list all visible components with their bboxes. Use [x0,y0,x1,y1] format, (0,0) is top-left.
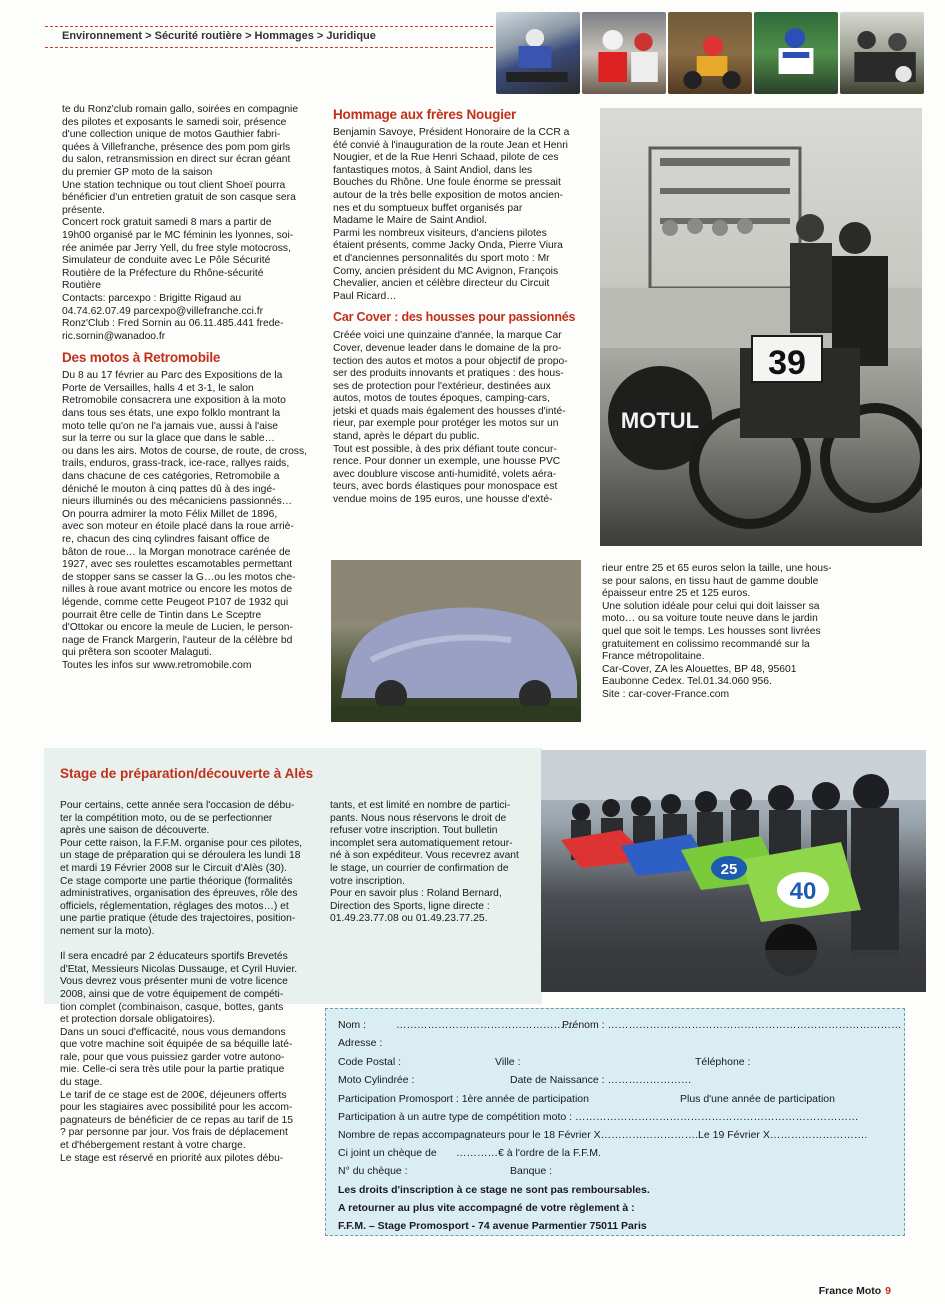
text-line: de stopper sans se casser la G…ou les motos che- [62,571,296,583]
text-line: avec doublure viscose anti-humidité, volets aéra- [333,468,557,480]
text-line: déniché le mouton à cinq pattes dû à des ingé- [62,483,276,495]
stage-left-column [60,800,307,1165]
text-line: ? par personne par jour. Vos frais de déplacement [60,1127,288,1139]
form-banque-row [338,1165,553,1178]
text-line: moto telle qu'on ne l'a jamais vue, aussi à l'aise [62,420,278,432]
cylindree-field[interactable]: Moto Cylindrée : [338,1074,415,1086]
text-line: tion complet (combinaison, casque, bottes, gants [60,1001,284,1013]
text-line: et mardi 19 Février 2008 sur le Circuit d'Alès (30). [60,862,287,874]
text-line: Pour en savoir plus : Roland Bernard, [330,888,502,900]
text-line: pourrait être celle de Tintin dans Le Sceptre [62,609,262,621]
stage-heading: Stage de préparation/découverte à Alès [60,766,314,781]
text-line: né à son expéditeur. Vous recevrez avant [330,850,519,862]
text-line: Parmi les nombreux visiteurs, d'anciens pilotes [333,227,547,239]
retourner-note: A retourner au plus vite accompagné de votre règlement à : [338,1202,635,1214]
breadcrumb-rule-top [45,26,493,27]
text-line: administratives, organisation des épreuves, rôle des [60,888,298,900]
text-line: Ronz'Club : Fred Sornin au 06.11.485.441 frede- [62,318,284,330]
header-photo-strip [496,12,924,94]
text-line: ses de protection pour l'extérieur, destinées aux [333,380,551,392]
text-line: 04.74.62.07.49 parcexpo@villefranche.cci.fr [62,305,264,317]
text-line: 01.49.23.77.08 ou 01.49.23.77.25. [330,913,488,925]
text-line: du stage. [60,1077,103,1089]
header-photo-5 [840,12,924,94]
text-line: pants. Nous nous réservons le droit de [330,812,507,824]
text-line: Toutes les infos sur www.retromobile.com [62,659,252,671]
text-line: Une station technique ou tout client Shoeï pourra [62,179,286,191]
text-line: Le stage est réservé en priorité aux pilotes débu- [60,1152,284,1164]
header-photo-4 [754,12,838,94]
text-line: ter la compétition moto, ou de se perfectionner [60,812,273,824]
header-photo-1 [496,12,580,94]
text-line: ser des produits innovants et pratiques : des hous- [333,368,564,380]
cheque-label: Ci joint un chèque de [338,1147,437,1159]
text-line: bâton de roue… la Morgan monotrace carénée de [62,546,291,558]
breadcrumb-rule-bottom [45,47,493,48]
text-line: légende, comme cette Peugeot P107 de 1932 qui [62,596,289,608]
text-line: nilles à roue avant motrice ou encore les motos de [62,584,293,596]
text-line: Pour certains, cette année sera l'occasion de débu- [60,800,295,811]
text-line: incomplet sera automatiquement retour- [330,837,513,849]
text-line: Ce stage comporte une partie théorique (formalités [60,875,293,887]
registration-form [325,1008,905,1236]
carcover-text [333,330,579,506]
form-ville-row [338,1056,898,1069]
text-line: autour de la très belle exposition de motos ancien- [333,189,564,201]
stage-left-text [60,800,307,1165]
adresse-field[interactable]: Adresse : [338,1037,383,1049]
text-line: Routière [62,280,101,292]
autre-competition-field[interactable]: Participation à un autre type de compétition moto : ……………………………………………………………………… [338,1111,859,1123]
form-nom-row [338,1019,902,1032]
text-line: refuser votre inscription. Tout bulletin [330,825,498,837]
column-1 [62,104,308,673]
carcover-heading: Car Cover : des housses pour passionnés [333,310,576,325]
non-remboursable-note: Les droits d'inscription à ce stage ne sont pas remboursables. [338,1184,650,1196]
participation-option-more[interactable]: Plus d'une année de participation [680,1093,835,1105]
text-line: Cover, devenue leader dans le domaine de la pro- [333,342,562,354]
text-line: nieurs illuminés ou des mécaniciens passionnés… [62,496,293,508]
text-line: tants, et est limité en nombre de partici- [330,800,511,811]
nougier-heading: Hommage aux frères Nougier [333,107,517,122]
text-line: nes et du somptueux buffet organisés par [333,202,523,214]
grid-number-1: 25 [720,861,738,878]
text-line: Du 8 au 17 février au Parc des Expositions de la [62,370,283,382]
text-line: nage de Franck Margerin, l'auteur de la célèbre bd [62,634,293,646]
text-line: Benjamin Savoye, Président Honoraire de la CCR a [333,127,570,138]
starting-grid-photo [541,750,926,992]
column-2 [333,104,579,507]
text-line: Chevalier, ancien et célèbre directeur du Circuit [333,278,550,290]
text-line: dans tous ses états, une expo folklo montrant la [62,408,281,420]
banque-field[interactable]: Banque : [510,1165,553,1177]
naissance-field[interactable]: Date de Naissance : …………………… [510,1074,692,1086]
text-line: épaisseur entre 25 et 125 euros. [602,588,751,600]
text-line: France métropolitaine. [602,651,705,663]
text-line: 19h00 organisé par le MC féminin les lyonnes, soi- [62,229,294,241]
text-line: tection des autos et motos a pour objectif de propo- [333,355,568,367]
text-line: 2008, ainsi que de votre équipement de compéti- [60,988,284,1000]
stage-right-text [330,800,530,926]
text-line: Créée voici une quinzaine d'année, la marque Car [333,330,562,342]
text-line: d'Ottokar ou encore la meule de Lucien, le person- [62,622,293,634]
text-line: Il sera encadré par 2 éducateurs sportifs Brevetés [60,951,288,963]
text-line: moto… ou sa voiture toute neuve dans le jardin [602,613,818,625]
code-postal-field[interactable]: Code Postal : [338,1056,402,1068]
retromobile-text [62,370,308,672]
text-line: qui prêtera son scooter Malaguti. [62,647,212,659]
text-line: Porte de Versailles, halls 4 et 3-1, le salon [62,382,254,394]
text-line: du premier GP moto de la saison [62,166,213,178]
form-cylindree-row [338,1074,692,1087]
text-line: vendue moins de 195 euros, une housse d'exté- [333,494,553,506]
text-line: gratuitement en colissimo recommandé sur la [602,638,810,650]
text-line: nement sur la moto). [60,925,155,937]
text-line: rée animée par Jerry Yell, du free style motocross, [62,242,291,254]
text-line: Concert rock gratuit samedi 8 mars a partir de [62,217,272,229]
page-footer [819,1285,891,1298]
text-line: Vous devrez vous présenter muni de votre licence [60,976,288,988]
text-line: et d'anciennes personnalités du sport moto : Mr [333,252,550,264]
text-line: un stage de préparation qui se déroulera les lundi 18 [60,850,301,862]
text-line: après une saison de découverte. [60,825,210,837]
text-line: Site : car-cover-France.com [602,688,730,700]
telephone-field[interactable]: Téléphone : [695,1056,751,1068]
text-line: On pourra admirer la moto Félix Millet de 1896, [62,508,278,520]
page-number: 9 [885,1285,891,1297]
text-line: présente. [62,204,105,216]
text-line: Une solution idéale pour celui qui doit laisser sa [602,600,820,612]
breadcrumb: Environnement > Sécurité routière > Hommages > Juridique [62,30,376,42]
ville-field[interactable]: Ville : [495,1056,521,1068]
text-line: été convié à l'inauguration de la route Jean et Henri [333,139,568,151]
text-line: Simulateur de conduite avec Le Pôle Sécurité [62,255,271,267]
text-line: fantastiques motos, à Saint Andiol, dans les [333,164,533,176]
text-line: Retromobile consacrera une exposition à la moto [62,395,286,407]
text-line: rieur entre 25 et 65 euros selon la taille, une hous- [602,563,832,574]
text-line: Bouches du Rhône. Une foule énorme se pressait [333,177,561,189]
text-line: te du Ronz'club romain gallo, soirées en compagnie [62,104,299,115]
text-line: Car-Cover, ZA les Alouettes, BP 48, 95601 [602,663,797,675]
text-line: jetski et quads mais également des housses d'inté- [333,405,566,417]
text-line: votre inscription. [330,875,405,887]
text-line: Pour cette raison, la F.F.M. organise pour ces pilotes, [60,837,303,849]
text-line: dans chacune de ces catégories, Retromobile a [62,471,280,483]
text-line: ou dans les airs. Motos de course, de route, de cross, [62,445,307,457]
nougier-text [333,127,579,303]
text-line: trails, enduros, grass-track, ice-race, rallyes raids, [62,458,290,470]
text-line: pagnateurs de bénéficier de ce repas au tarif de 15 [60,1114,293,1126]
motul-sign: MOTUL [620,408,700,433]
text-line: d'une collection unique de motos Gauthier fabri- [62,129,281,141]
text-line: une partie pratique (étude des trajectoires, position- [60,913,296,925]
text-line: avec son moteur en étoile placé dans la roue arriè- [62,521,294,533]
text-line: quel que soit le temps. Les housses sont livrées [602,625,821,637]
text-line: d'Etat, Messieurs Nicolas Dussauge, et Cyril Huvier. [60,963,298,975]
car-cover-photo [331,560,581,722]
nom-field[interactable]: …………………………………………… [396,1019,575,1031]
text-line: officiels, réglementation, réglages des motos…) et [60,900,289,912]
text-line: des pilotes et exposants le samedi soir, présence [62,116,287,128]
repas-field[interactable]: Nombre de repas accompagnateurs pour le 18 Février X……………………….Le 19 Février X………………………. [338,1129,868,1141]
text-line: ric.sornin@wanadoo.fr [62,330,166,342]
text-line: Dans un souci d'efficacité, nous vous demandons [60,1026,286,1038]
header-photo-2 [582,12,666,94]
text-line: Contacts: parcexpo : Brigitte Rigaud au [62,292,242,304]
magazine-name: France Moto [818,1285,882,1297]
text-line: stand, après le départ du public. [333,431,480,443]
text-line: re, chacun des cinq cylindres faisant office de [62,534,270,545]
nom-label: Nom : [338,1019,367,1031]
text-line: et d'hébergement restant à votre charge. [60,1140,246,1152]
text-line: teurs, avec bords élastiques pour monospace est [333,481,558,493]
bike-number: 39 [768,344,806,382]
retromobile-heading: Des motos à Retromobile [62,350,221,366]
text-line: et protection dorsale obligatoires). [60,1014,216,1026]
text-line: le stage, un courrier de confirmation de [330,862,509,874]
nougier-photo [600,108,922,546]
text-line: quées à Villefranche, présence des pom pom girls [62,141,291,153]
text-line: sur la terre ou sur la glace que dans le sable… [62,433,275,445]
participation-option-first[interactable]: Participation Promosport : 1ère année de participation [338,1093,589,1105]
text-line: se pour salons, en tissu haut de gamme double [602,575,819,587]
text-line: étaient présents, comme Jacky Onda, Pierre Viura [333,240,563,252]
text-line: Eaubonne Cedex. Tel.01.34.060 956. [602,676,772,688]
carcover-continued-text [602,563,846,702]
text-line: Direction des Sports, ligne directe : [330,900,490,912]
text-line: Madame le Maire de Saint Andiol. [333,215,487,227]
text-line: mie. Celle-ci sera très utile pour la partie pratique [60,1064,285,1076]
text-line: que votre machine soit équipée de sa béquille laté- [60,1039,293,1051]
text-line: pour les stagiaires avec possibilité pour les accom- [60,1102,293,1114]
text-line: autos, motos de toutes époques, camping-cars, [333,393,550,405]
grid-number-2: 40 [789,878,817,905]
text-line: Tout est possible, à des prix défiant toute concur- [333,443,557,455]
stage-right-column [330,800,530,926]
text-line: 1927, avec ses roulettes escamotables permettant [62,559,293,571]
text-line: rieur, par exemple pour protéger les motos sur un [333,418,559,430]
ffm-address: F.F.M. – Stage Promosport - 74 avenue Parmentier 75011 Paris [338,1220,647,1232]
cheque-amount-field[interactable]: …………€ à l'ordre de la F.F.M. [456,1147,601,1159]
text-line: Comy, ancien président du MC Avignon, François [333,265,559,277]
text-line: Le tarif de ce stage est de 200€, déjeuners offerts [60,1089,287,1101]
text-line: rence. Pour donner un exemple, une housse PVC [333,456,561,468]
text-line [60,939,307,952]
text-line: Paul Ricard… [333,290,397,302]
text-line: Routière de la Préfecture du Rhône-sécurité [62,267,264,279]
text-line: rale, pour que vous puissiez garder votre autono- [60,1051,285,1063]
salon-text [62,104,308,343]
form-participation-row [338,1093,835,1106]
form-cheque-row [338,1147,601,1160]
text-line: du salon, retransmission en direct sur écran géant [62,154,291,166]
prenom-field[interactable]: Prénom : ………………………………………………………………………… [562,1019,902,1031]
text-line: Nougier, et de la Rue Henri Schaad, pilote de ces [333,152,559,164]
header-photo-3 [668,12,752,94]
no-cheque-field[interactable]: N° du chèque : [338,1165,408,1177]
column-3 [602,563,846,702]
text-line: bénéficier d'un entretien gratuit de son casque sera [62,192,296,204]
